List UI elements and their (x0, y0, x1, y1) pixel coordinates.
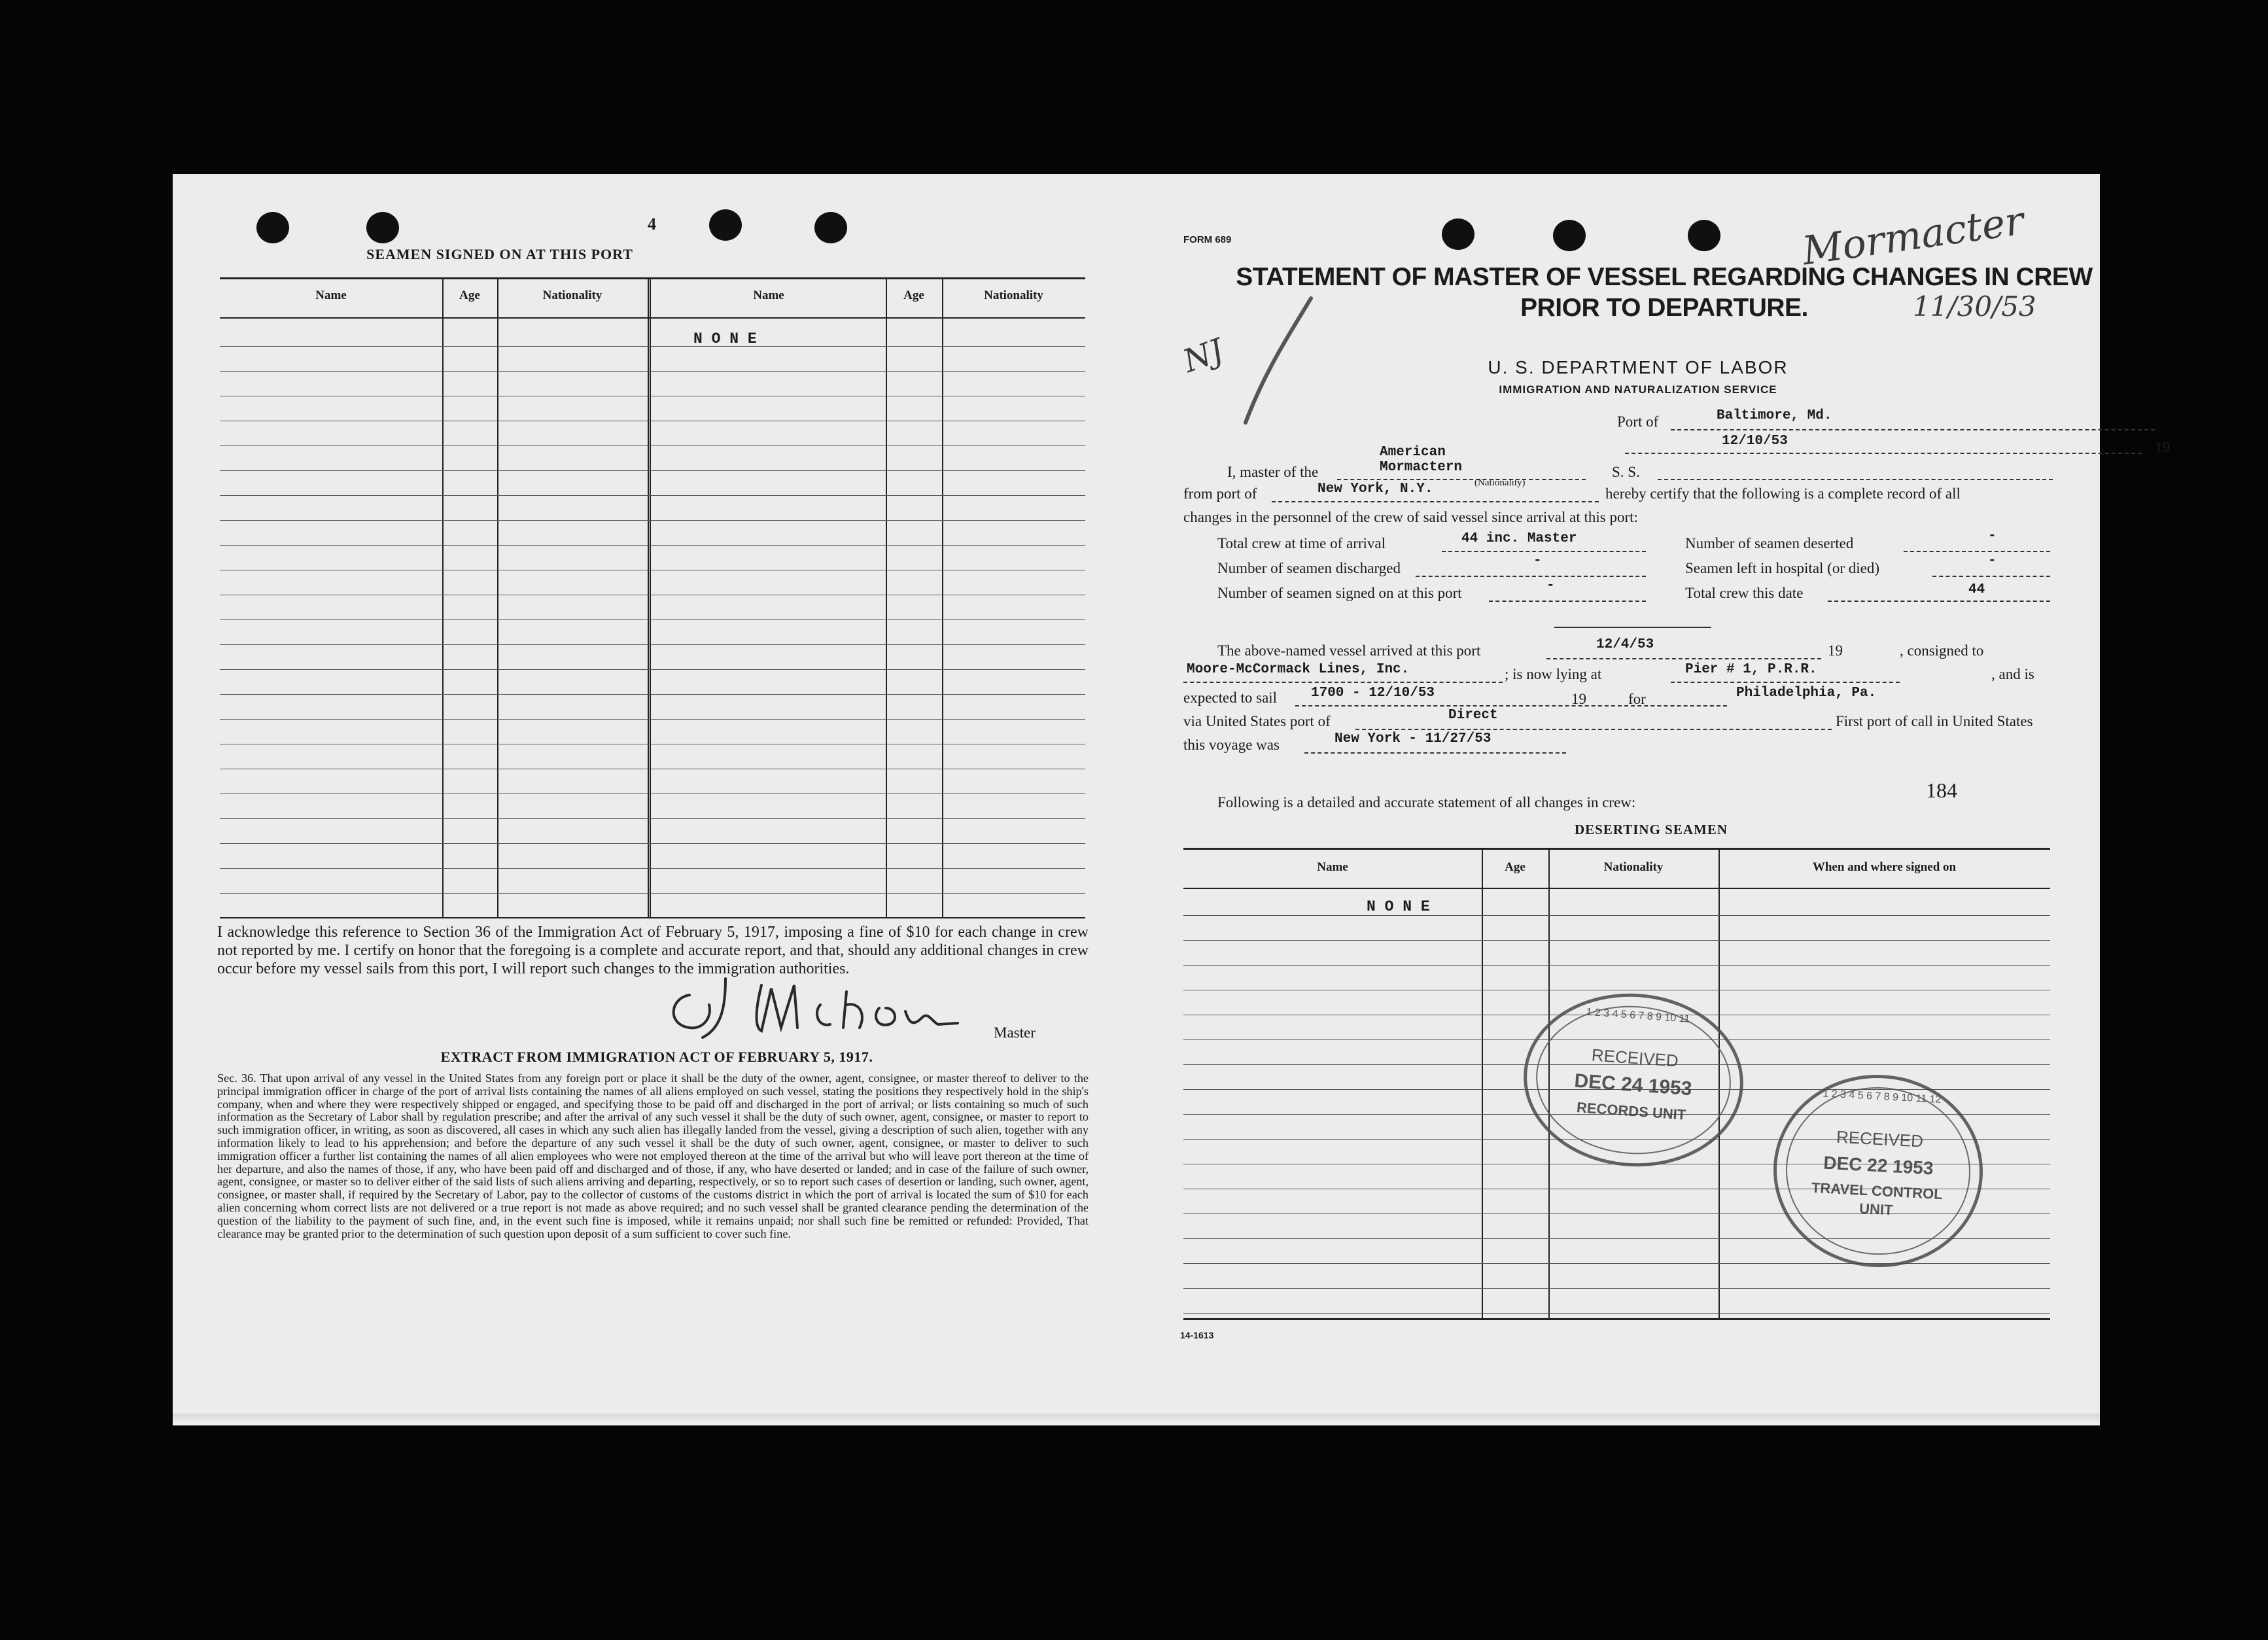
certify-text: hereby certify that the following is a complete record of all (1605, 485, 1961, 502)
total-crew-arrival-line (1442, 551, 1646, 552)
row-line (1183, 1313, 2050, 1314)
header-rule (1183, 888, 2050, 889)
received-stamp-travel-control (1769, 1070, 1988, 1272)
arrived-line (1546, 658, 1821, 659)
row-line (220, 868, 1085, 869)
first-port-label: First port of call in United States (1836, 713, 2033, 729)
row-line (220, 644, 1085, 645)
header-rule (220, 317, 1085, 319)
ss-label: S. S. (1612, 464, 1640, 480)
acknowledgment-text: I acknowledge this reference to Section 36 of the Immigration Act of February 5, 1917, imposing a fine of $10 for each change in crew not reported by me. I certify on honor that the foregoing is a complete and accurate report, and that, should any additional changes in crew occur before my vessel sails from this port, I will report such changes to the immigration authorities. (217, 924, 1089, 977)
sail-line (1295, 705, 1727, 707)
column-divider (497, 279, 498, 917)
row-line (220, 371, 1085, 372)
pencil-stroke (1193, 292, 1324, 436)
signed-on-line (1489, 601, 1646, 602)
and-is-label: , and is (1991, 666, 2034, 682)
stamp-unit: RECORDS UNIT (1576, 1099, 1687, 1123)
punch-hole (1442, 218, 1474, 250)
signature-label: Master (994, 1024, 1036, 1041)
extract-text: Sec. 36. That upon arrival of any vessel in the United States from any foreign port or place it shall be the duty of the owner, agent, consignee, or master thereof to deliver to the principal immigration officer in charge of the port of arrival lists containing the names of all aliens employed on such vessel, stating the positions they respectively hold in the ship's company, when and where they were respectively shipped or engaged, and specifying those to be paid off and discharged in the port of arrival; or lists containing so much of such information as the Secretary of Labor shall by regulation prescribe; and after the arrival of any such vessel it shall be the duty of such owner, agent, consignee, or master to report to such immigration officer, in writing, as soon as discovered, all cases in which any such alien has illegally landed from the vessel, giving a description of such alien, together with any information likely to lead to his apprehension; and before the departure of any such vessel it shall be the duty of such owner, agent, consignee, or master to deliver to such immigration officer a further list containing the names of all alien employees who were not employed thereon at the time of the arrival but who will leave port thereon at the time of her departure, and also the names of those, if any, who have been paid off and discharged and of those, if any, who have deserted or landed; and in case of the failure of such owner, agent, consignee, or master so to deliver either of the said lists of such aliens arriving and departing, respectively, or so to report such cases of desertion or landing, such owner, agent, consignee, or master shall, if required by the Secretary of Labor, pay to the collector of customs of the customs district in which the port of arrival is located the sum of $10 for each alien concerning whom correct lists are not delivered or a true report is not made as above required; and no such vessel shall be granted clearance pending the determination of the question of the liability to the payment of such fine, and, in the event such fine is imposed, while it remains unpaid; nor shall such fine be remitted or refunded: Provided, That clearance may be granted prior to the determination of such question upon deposit of a sum sufficient to cover such fine. (217, 1072, 1089, 1240)
arrived-value: 12/4/53 (1596, 637, 1654, 652)
for-label: for (1628, 691, 1646, 707)
deserted-value: - (1988, 529, 1997, 544)
this-voyage-label: this voyage was (1183, 737, 1280, 753)
consignee-value: Moore-McCormack Lines, Inc. (1187, 662, 1410, 677)
department-name: U. S. DEPARTMENT OF LABOR (1488, 357, 1788, 377)
column-divider (886, 279, 887, 917)
column-header: Nationality (1603, 860, 1664, 874)
section-divider (1554, 627, 1711, 628)
extract-title: EXTRACT FROM IMMIGRATION ACT OF FEBRUARY 5, 1917. (440, 1049, 873, 1065)
handwritten-check-note: NJ (1178, 332, 1229, 380)
service-name: IMMIGRATION AND NATURALIZATION SERVICE (1499, 383, 1777, 396)
expected-sail-label: expected to sail (1183, 689, 1278, 706)
column-header: Name (315, 288, 347, 302)
column-divider (442, 279, 444, 917)
stamp-ring-numbers: 1 2 3 4 5 6 7 8 9 10 11 12 (1823, 1088, 1942, 1106)
deserted-label: Number of seamen deserted (1685, 535, 1854, 551)
deserting-seamen-title: DESERTING SEAMEN (1574, 822, 1728, 837)
row-line (220, 495, 1085, 496)
lying-line (1671, 682, 1900, 683)
column-header: Age (1505, 860, 1526, 874)
voyage-line (1304, 752, 1566, 754)
arrived-label: The above-named vessel arrived at this port (1217, 642, 1481, 659)
handwritten-date-note: 11/30/53 (1913, 290, 2036, 323)
port-of-label: Port of (1617, 413, 1659, 430)
row-line (1183, 1288, 2050, 1289)
none-entry: N O N E (1367, 898, 1430, 915)
row-line (220, 694, 1085, 695)
sail-year-label: 19 (1571, 691, 1586, 707)
document-sheet (173, 174, 2170, 1425)
punch-hole (1553, 220, 1586, 251)
from-port-line (1272, 501, 1599, 502)
nationality-value: American (1380, 445, 1446, 460)
discharged-label: Number of seamen discharged (1217, 560, 1401, 576)
stamp-unit: TRAVEL CONTROL (1811, 1179, 1944, 1203)
total-crew-arrival-label: Total crew at time of arrival (1217, 535, 1386, 551)
stamp-date: DEC 24 1953 (1573, 1070, 1693, 1100)
form-title-line: PRIOR TO DEPARTURE. (1520, 294, 1808, 322)
column-divider (942, 279, 943, 917)
discharged-value: - (1533, 553, 1542, 568)
stamp-unit: UNIT (1858, 1200, 1894, 1219)
form-title-line: STATEMENT OF MASTER OF VESSEL REGARDING CHANGES IN CREW (1236, 263, 2093, 291)
row-line (220, 346, 1085, 347)
punch-hole (366, 212, 399, 243)
row-line (220, 893, 1085, 894)
column-header: Age (903, 288, 924, 302)
port-value: Baltimore, Md. (1717, 408, 1832, 423)
date-value: 12/10/53 (1722, 434, 1788, 449)
lying-value: Pier # 1, P.R.R. (1685, 662, 1817, 677)
date-line (1625, 453, 2142, 454)
hospital-line (1932, 576, 2050, 577)
column-divider (648, 279, 651, 917)
arrived-year-label: 19 (1828, 642, 1843, 659)
signed-on-value: - (1546, 578, 1555, 593)
signed-on-label: Number of seamen signed on at this port (1217, 585, 1462, 601)
row-line (1183, 940, 2050, 941)
stamp-ring-numbers: 1 2 3 4 5 6 7 8 9 10 11 (1585, 1006, 1690, 1025)
punch-hole (1688, 220, 1720, 251)
nationality-caption: (Nationality) (1474, 478, 1526, 488)
total-crew-date-label: Total crew this date (1685, 585, 1804, 601)
column-header: Nationality (984, 288, 1043, 302)
total-crew-arrival-value: 44 inc. Master (1461, 531, 1577, 546)
via-label: via United States port of (1183, 713, 1331, 729)
column-header: Age (459, 288, 480, 302)
stamp-date: DEC 22 1953 (1823, 1152, 1934, 1179)
now-lying-label: ; is now lying at (1505, 666, 1602, 682)
column-divider (1482, 850, 1483, 1318)
stamp-received: RECEIVED (1591, 1045, 1679, 1071)
none-entry: N O N E (693, 330, 757, 347)
consignee-line (1183, 682, 1503, 683)
column-header: Name (1317, 860, 1348, 874)
row-line (220, 619, 1085, 620)
page-reference: 184 (1926, 778, 1957, 802)
left-page-title: SEAMEN SIGNED ON AT THIS PORT (366, 246, 633, 262)
deserting-seamen-table (1183, 848, 2050, 1320)
form-number: FORM 689 (1183, 234, 1232, 245)
hospital-label: Seamen left in hospital (or died) (1685, 560, 1880, 576)
deserted-line (1904, 551, 2050, 552)
punch-hole (256, 212, 289, 243)
via-line (1355, 729, 1832, 730)
master-of-label: I, master of the (1227, 464, 1319, 480)
from-port-label: from port of (1183, 485, 1257, 502)
from-port-value: New York, N.Y. (1317, 481, 1433, 497)
column-header: When and where signed on (1812, 860, 1957, 874)
row-line (220, 818, 1085, 819)
row-line (220, 520, 1085, 521)
punch-hole (709, 209, 742, 241)
handwritten-vessel-note: Mormacter (1799, 198, 2027, 275)
port-of-line (1671, 429, 2155, 430)
changes-text: changes in the personnel of the crew of said vessel since arrival at this port: (1183, 509, 1638, 525)
row-line (220, 669, 1085, 670)
row-line (220, 843, 1085, 844)
page-number: 4 (648, 215, 656, 234)
total-crew-date-value: 44 (1968, 582, 1985, 597)
form-code: 14-1613 (1180, 1330, 1214, 1340)
vessel-value: Mormactern (1380, 460, 1463, 475)
sail-value: 1700 - 12/10/53 (1311, 686, 1435, 701)
destination-value: Philadelphia, Pa. (1736, 686, 1877, 701)
vessel-line (1337, 479, 1586, 480)
hospital-value: - (1988, 553, 1997, 568)
row-line (220, 445, 1085, 446)
row-line (220, 545, 1085, 546)
row-line (220, 719, 1085, 720)
punch-hole (814, 212, 847, 243)
first-port-value: New York - 11/27/53 (1335, 731, 1492, 746)
following-text: Following is a detailed and accurate statement of all changes in crew: (1217, 794, 1636, 811)
column-header: Name (753, 288, 784, 302)
row-line (1183, 1263, 2050, 1264)
consigned-label: , consigned to (1900, 642, 1984, 659)
discharged-line (1416, 576, 1646, 577)
row-line (1183, 915, 2050, 916)
total-crew-date-line (1828, 601, 2050, 602)
column-header: Nationality (542, 288, 602, 302)
ss-line (1658, 479, 2053, 480)
via-value: Direct (1448, 708, 1498, 723)
master-signature (663, 966, 964, 1044)
stamp-received: RECEIVED (1836, 1126, 1924, 1151)
row-line (1183, 965, 2050, 966)
row-line (220, 470, 1085, 471)
year-prefix-label: 19 (2155, 439, 2170, 455)
seamen-signed-on-table (220, 277, 1085, 918)
